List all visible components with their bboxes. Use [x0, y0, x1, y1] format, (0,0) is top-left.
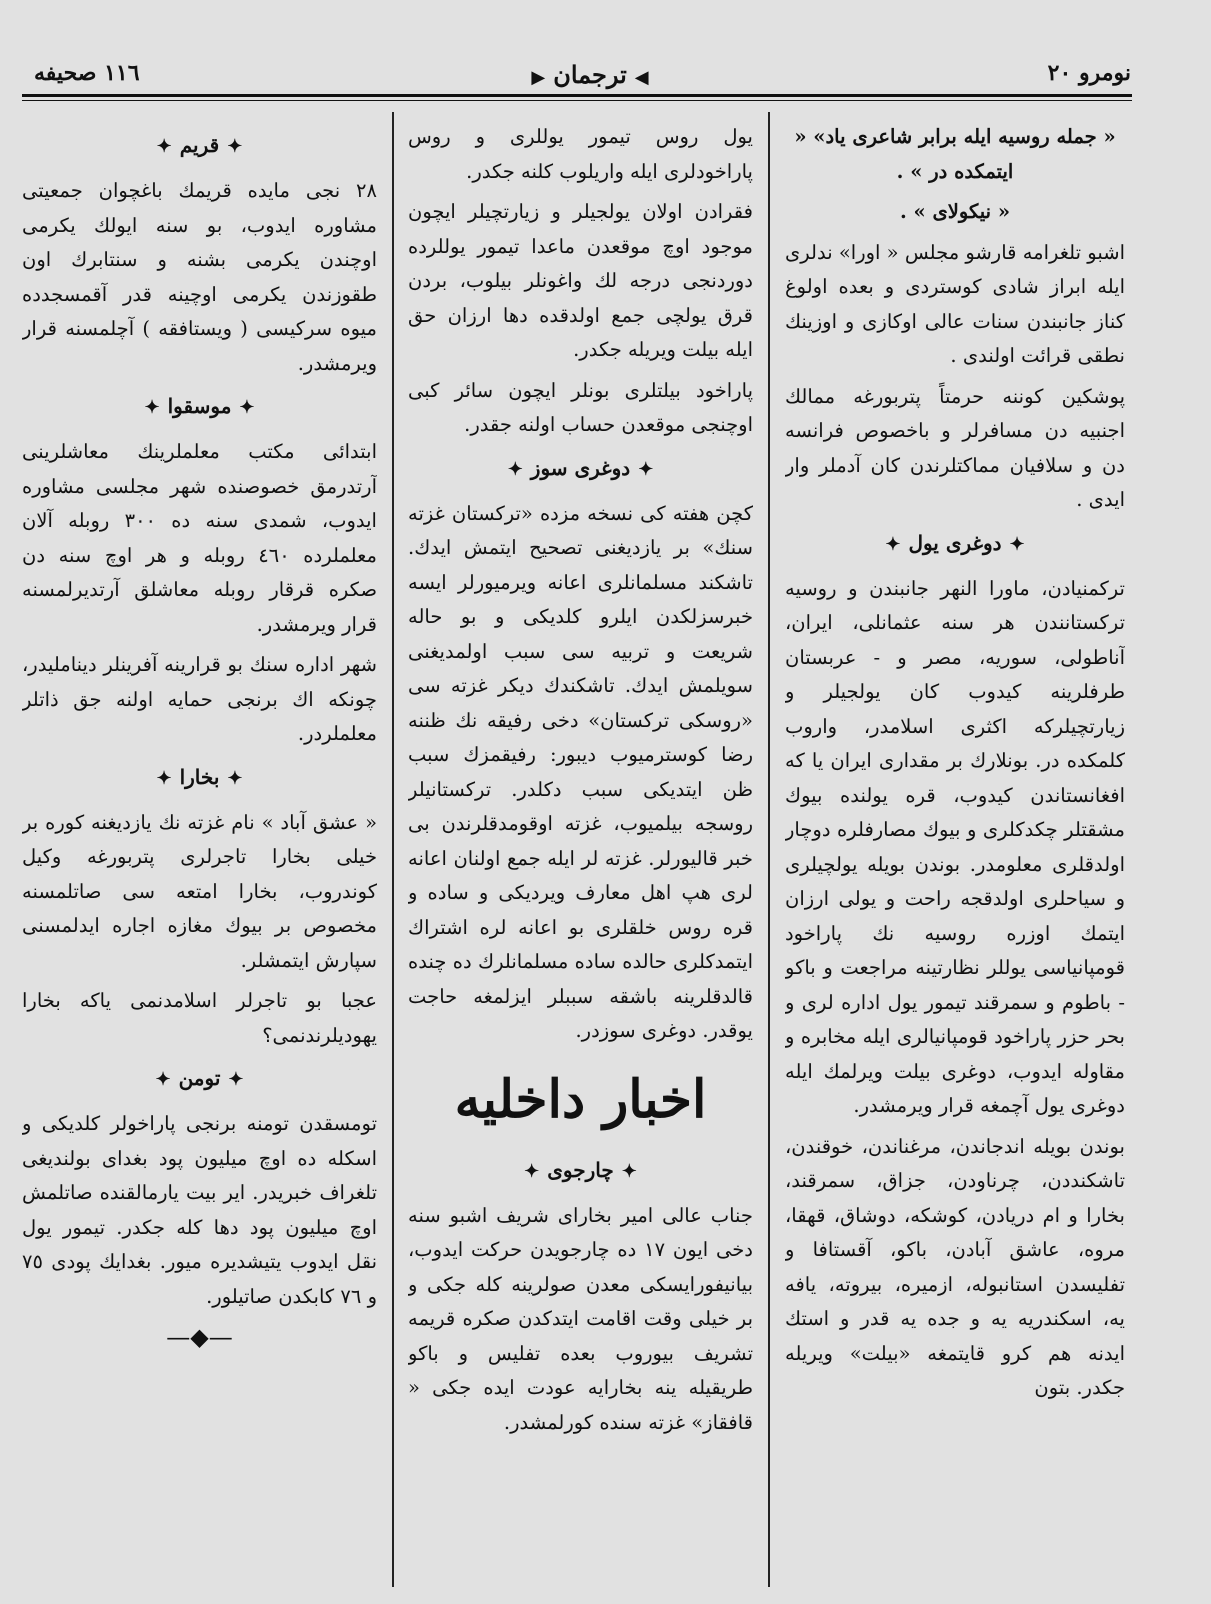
paragraph: كچن هفته كى نسخه مزده «تركستان غزته سنك» بر يازديغنى تصحيح ايتمش ايدك. تاشكند مسلمانلرى اعانه ويرميورلر ايسه خبرسزلكدن ايلرو كلديكى و بو حاله شريعت و تربيه سى سبب اولمديغنى سويلمش ايدك. تاشكندك ديكر غزته سى «روسكى تركستان» دخى رفيقه نك ظننه رضا كوسترميوب ديبور: رفيقمزك سبب ظن ايتديكى سبب دكلدر. تركستانيلر روسجه بيلميوب، غزته اوقومدقلرندن بى خبر قاليورلر. غزته لر ايله جمع اولنان اعانه لرى هپ اهل معارف ويرديكى و ساده و قره روس خلقلرى بو اعانه لره اشتراك ايتمدكلرى حالده ساده مسلمانلرك ده چنده قالدقلرينه باشقه سببلر ايزلمغه حاجت يوقدر. دوغرى سوزدر.	[408, 501, 753, 1042]
paragraph: عجبا بو تاجرلر اسلامدنمى ياكه بخارا يهوديلرندنمى؟	[22, 989, 377, 1047]
paragraph: شهر اداره سنك بو قرارينه آفرينلر دينامليدر، چونكه اك برنجى حمايه اولنه جق ذاتلر معلملردر.	[22, 653, 377, 745]
section-heading: ✦چارجوى✦	[524, 1157, 637, 1182]
paragraph: فقرادن اولان يولجيلر و زيارتچيلر ايچون موجود اوچ موقعدن ماعدا تيمور يوللرده دوردنجى درجه لك واغونلر بيلوب، بردن قرق يولچى جمع اولدقده دها ارزان حق ايله بيلت ويريله جكدر.	[408, 200, 753, 361]
paragraph: يول روس تيمور يوللرى و روس پاراخودلرى ايله واريلوب كلنه جكدر.	[408, 125, 753, 183]
issue-number: نومرو ٢٠	[1047, 60, 1131, 86]
section-heading: ✦تومن✦	[155, 1066, 244, 1090]
paragraph: تومسقدن تومنه برنجى پاراخولر كلديكى و اسكله ده اوچ ميليون پود بغداى بولنديغى تلغراف خبريدر. اير بيت يارمالقنده صاتلمش اوچ ميليون پود دها كله جكدر. تيمور يول نقل ايدوب يتيشديره ميور. بغدايك پودى ٧٥ و ٧٦ كابكدن صاتيلور.	[22, 1112, 377, 1308]
ornament-icon: ◀	[634, 67, 649, 88]
section-heading: ✦موسقوا✦	[144, 394, 255, 418]
paragraph: ابتدائى مكتب معلملرينك معاشلرينى آرتدرمق خصوصنده شهر مجلسى مشاوره ايدوب، شمدى سنه ده ٣٠٠ روبله آلان معلملرده ٤٦٠ روبله و هر اوچ سنه دن صكره قرقار روبله معاشلق آرتديرلمسنه قرار ويرمشدر.	[22, 440, 377, 636]
header-rule	[22, 94, 1132, 97]
paragraph: بوندن بويله اندجاندن، مرغناندن، خوقندن، تاشكنددن، چرناودن، جزاق، سمرقند، بخارا و ام دريادن، كوشكه، دوشاق، قهقا، مروه، عاشق آبادن، باكو، آقستافا و تفليسدن استانبوله، ازميره، بيروته، يافه يه، اسكندريه يه و جده يه قدر و استك ايدنه هم كرو قايتمغه «بيلت» ويريله جكدر. بتون	[785, 1134, 1125, 1399]
section-heading: ✦بخارا✦	[156, 764, 243, 789]
page-header	[0, 52, 1211, 92]
newspaper-title	[500, 60, 680, 89]
paragraph: پوشكين كوننه حرمتاً پتربورغه ممالك اجنبيه دن مسافرلر و باخصوص فرانسه دن و سلافيان مماكتلرندن كان آدملر وار ايدى .	[785, 384, 1125, 511]
paragraph: اشبو تلغرامه قارشو مجلس « اورا» ندلرى ايله ابراز شادى كوستردى و بعده اولوغ كناز جانبندن سنات عالى اوكازى و اوزينك نطقى قرائت اولندى .	[785, 240, 1125, 367]
left-column	[22, 120, 377, 1590]
article-subheading: « نيكولاى » .	[899, 200, 1011, 223]
masthead-title: ترجمان	[553, 60, 627, 89]
paragraph: تركمنيادن، ماورا النهر جانبندن و روسيه تركستانندن هر سنه عثمانلى، ايران، آناطولى، سوريه، مصر و - عربستان طرفلرينه كيدوب كان يولجيلر و زيارتچيلركه اكثرى اسلامدر، واروب كلمكده در. بونلارك بر مقدارى ايران يا كه افغانستاندن كيدوب، قره يولنده بيوك مشقتلر چكدكلرى و بيوك مصارفلره دوچار اولدقلرى معلومدر. بوندن بويله يولچيلرى و سياحلرى اولدقجه راحت و يولى ارزان ايتمك اوزره روسيه نك پاراخود قومپانياسى يوللر نظارتينه مراجعت و باكو - باطوم و سمرقند تيمور يول اداره لرى و بحر حزر پاراخود قومپانيالرى ايله مخابره و مقاوله ايدوب، دوغرى بيلت ويرلمك ايله دوغرى يول آچمغه قرار ويرمشدر.	[785, 576, 1125, 1117]
section-heading: ✦دوغرى سوز✦	[507, 455, 654, 480]
paragraph: پاراخود بيلتلرى بونلر ايچون سائر كبى اوچنجى موقعدن حساب اولنه جقدر.	[408, 378, 753, 436]
ornament-icon: ▶	[531, 67, 546, 88]
paragraph: « عشق آباد » نام غزته نك يازديغنه كوره بر خيلى بخارا تاجرلرى پتربورغه وكيل كوندروب، بخارا امتعه سى صاتلمسنه مخصوص بر بيوك مغازه اجاره ايدلمسنى سپارش ايتمشلر.	[22, 810, 377, 972]
paragraph: جناب عالى امير بخاراى شريف اشبو سنه دخى ايون ١٧ ده چارجويدن حركت ايدوب، بيانيفورايسكى معدن صولرينه كله جكى و بر خيلى وقت اقامت ايتدكدن صكره قريمه تشريف بيوروب بعده تفليس و باكو طريقيله ينه بخارايه عودت ايده جكى « قافقاز» غزته سنده كورلمشدر.	[408, 1203, 753, 1434]
column-divider	[768, 112, 770, 1587]
big-heading: اخبار داخليه	[454, 1068, 707, 1130]
article-title: « جمله روسيه ايله برابر شاعرى ياد» « ايتمكده در » .	[794, 125, 1116, 183]
paragraph: ٢٨ نجى مايده قريمك باغچوان جمعيتى مشاوره ايدوب، بو سنه ايولك يكرمى اوچندن يكرمى بشنه و سنتابرك اون طقوزندن يكرمى اوچينه قدر آقمسجدده ميوه سركيسى ( ويستافقه ) آچلمسنه قرار ويرمشدر.	[22, 179, 377, 375]
column-divider	[392, 112, 394, 1587]
header-rule-thin	[22, 100, 1132, 101]
section-heading: ✦قريم✦	[156, 133, 243, 157]
end-ornament: —◆—	[166, 1323, 233, 1351]
page-number: ١١٦ صحيفه	[34, 60, 140, 86]
right-column	[785, 120, 1125, 1590]
middle-column	[408, 120, 753, 1590]
section-heading: ✦دوغرى يول✦	[885, 530, 1025, 555]
